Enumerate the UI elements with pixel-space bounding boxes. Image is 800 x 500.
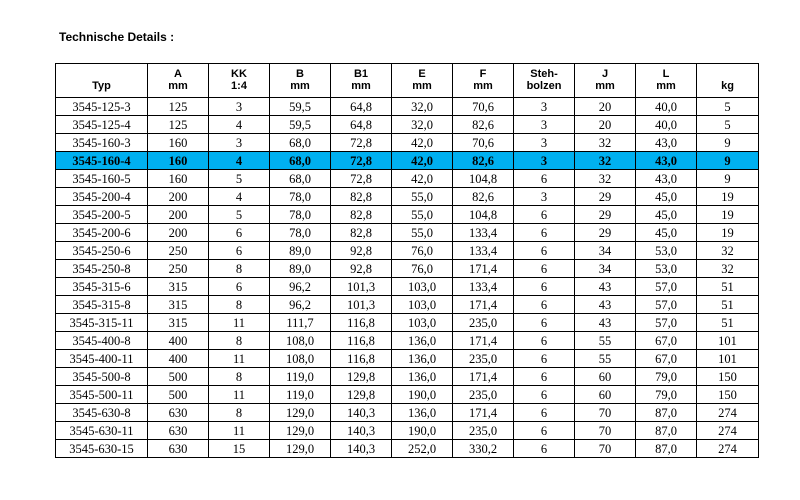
cell-f: 235,0 [453, 314, 514, 332]
cell-f: 70,6 [453, 134, 514, 152]
cell-b: 129,0 [270, 422, 331, 440]
cell-j: 43 [575, 296, 636, 314]
cell-kk: 4 [209, 116, 270, 134]
cell-b1: 64,8 [331, 116, 392, 134]
cell-a: 125 [148, 98, 209, 116]
cell-e: 55,0 [392, 224, 453, 242]
cell-l: 43,0 [636, 134, 697, 152]
cell-stehbolzen: 3 [514, 152, 575, 170]
cell-typ: 3545-630-11 [56, 422, 148, 440]
cell-e: 136,0 [392, 332, 453, 350]
cell-l: 79,0 [636, 368, 697, 386]
cell-a: 125 [148, 116, 209, 134]
cell-typ: 3545-630-8 [56, 404, 148, 422]
cell-kg: 32 [697, 260, 759, 278]
cell-j: 29 [575, 188, 636, 206]
cell-l: 87,0 [636, 422, 697, 440]
cell-kk: 8 [209, 260, 270, 278]
cell-a: 160 [148, 170, 209, 188]
header-a-top: A [148, 64, 209, 81]
cell-stehbolzen: 6 [514, 278, 575, 296]
cell-j: 60 [575, 368, 636, 386]
cell-typ: 3545-315-8 [56, 296, 148, 314]
cell-typ: 3545-250-8 [56, 260, 148, 278]
cell-typ: 3545-500-11 [56, 386, 148, 404]
cell-kk: 11 [209, 314, 270, 332]
header-row-top [56, 64, 759, 81]
cell-typ: 3545-200-4 [56, 188, 148, 206]
cell-l: 87,0 [636, 440, 697, 458]
cell-b1: 92,8 [331, 242, 392, 260]
cell-kg: 9 [697, 152, 759, 170]
header-kk-bottom: 1:4 [209, 80, 270, 98]
cell-kk: 11 [209, 350, 270, 368]
table-row [56, 386, 759, 404]
cell-a: 500 [148, 368, 209, 386]
table-row [56, 98, 759, 116]
cell-b: 108,0 [270, 332, 331, 350]
table-row [56, 188, 759, 206]
header-l-bottom: mm [636, 80, 697, 98]
cell-j: 43 [575, 314, 636, 332]
cell-a: 200 [148, 206, 209, 224]
cell-kg: 274 [697, 422, 759, 440]
cell-stehbolzen: 3 [514, 116, 575, 134]
cell-kg: 19 [697, 206, 759, 224]
cell-kk: 3 [209, 134, 270, 152]
table-row [56, 224, 759, 242]
cell-stehbolzen: 6 [514, 422, 575, 440]
cell-b: 119,0 [270, 386, 331, 404]
cell-kk: 11 [209, 422, 270, 440]
cell-stehbolzen: 6 [514, 170, 575, 188]
cell-b1: 140,3 [331, 440, 392, 458]
header-b-top: B [270, 64, 331, 81]
cell-kk: 3 [209, 98, 270, 116]
cell-j: 34 [575, 242, 636, 260]
cell-b: 78,0 [270, 206, 331, 224]
cell-e: 103,0 [392, 278, 453, 296]
header-j-top: J [575, 64, 636, 81]
cell-e: 76,0 [392, 242, 453, 260]
cell-kg: 101 [697, 332, 759, 350]
cell-f: 235,0 [453, 422, 514, 440]
cell-a: 315 [148, 278, 209, 296]
cell-kk: 4 [209, 188, 270, 206]
cell-l: 57,0 [636, 314, 697, 332]
cell-j: 60 [575, 386, 636, 404]
cell-l: 67,0 [636, 350, 697, 368]
cell-stehbolzen: 6 [514, 440, 575, 458]
cell-b: 68,0 [270, 170, 331, 188]
header-row-bottom [56, 80, 759, 98]
cell-l: 43,0 [636, 152, 697, 170]
cell-l: 40,0 [636, 98, 697, 116]
cell-b: 68,0 [270, 134, 331, 152]
cell-kk: 11 [209, 386, 270, 404]
cell-typ: 3545-160-3 [56, 134, 148, 152]
header-kg-top [697, 64, 759, 81]
cell-kk: 8 [209, 404, 270, 422]
cell-typ: 3545-200-5 [56, 206, 148, 224]
cell-f: 133,4 [453, 278, 514, 296]
cell-l: 53,0 [636, 242, 697, 260]
header-f-bottom: mm [453, 80, 514, 98]
cell-kk: 8 [209, 296, 270, 314]
table-row [56, 314, 759, 332]
cell-b: 129,0 [270, 404, 331, 422]
table-header [56, 64, 759, 98]
cell-a: 200 [148, 224, 209, 242]
cell-b: 96,2 [270, 278, 331, 296]
cell-a: 630 [148, 440, 209, 458]
cell-b1: 140,3 [331, 404, 392, 422]
cell-j: 70 [575, 440, 636, 458]
cell-f: 70,6 [453, 98, 514, 116]
cell-e: 32,0 [392, 116, 453, 134]
cell-b: 129,0 [270, 440, 331, 458]
header-stehbolzen-bottom: bolzen [514, 80, 575, 98]
cell-a: 250 [148, 242, 209, 260]
cell-b: 111,7 [270, 314, 331, 332]
cell-b: 59,5 [270, 98, 331, 116]
cell-kg: 5 [697, 116, 759, 134]
cell-l: 45,0 [636, 224, 697, 242]
cell-f: 82,6 [453, 188, 514, 206]
cell-kg: 9 [697, 134, 759, 152]
cell-kg: 274 [697, 404, 759, 422]
cell-stehbolzen: 3 [514, 134, 575, 152]
cell-f: 104,8 [453, 206, 514, 224]
cell-b1: 101,3 [331, 278, 392, 296]
cell-f: 171,4 [453, 296, 514, 314]
cell-kk: 6 [209, 242, 270, 260]
header-stehbolzen-top: Steh- [514, 64, 575, 81]
cell-b1: 82,8 [331, 188, 392, 206]
header-b-bottom: mm [270, 80, 331, 98]
cell-l: 57,0 [636, 296, 697, 314]
cell-j: 34 [575, 260, 636, 278]
cell-b1: 64,8 [331, 98, 392, 116]
cell-typ: 3545-250-6 [56, 242, 148, 260]
cell-kg: 19 [697, 188, 759, 206]
cell-e: 136,0 [392, 404, 453, 422]
table-body [56, 98, 759, 458]
cell-e: 190,0 [392, 422, 453, 440]
cell-kk: 15 [209, 440, 270, 458]
cell-kg: 150 [697, 368, 759, 386]
cell-b1: 82,8 [331, 206, 392, 224]
cell-e: 32,0 [392, 98, 453, 116]
cell-kk: 6 [209, 224, 270, 242]
cell-e: 136,0 [392, 368, 453, 386]
cell-kk: 8 [209, 368, 270, 386]
header-kk-top: KK [209, 64, 270, 81]
cell-b1: 129,8 [331, 386, 392, 404]
cell-f: 171,4 [453, 368, 514, 386]
cell-j: 32 [575, 134, 636, 152]
cell-kg: 274 [697, 440, 759, 458]
cell-l: 87,0 [636, 404, 697, 422]
cell-stehbolzen: 6 [514, 206, 575, 224]
cell-typ: 3545-200-6 [56, 224, 148, 242]
cell-kk: 6 [209, 278, 270, 296]
section-title: Technische Details : [59, 30, 175, 44]
cell-typ: 3545-160-4 [56, 152, 148, 170]
header-kg-bottom: kg [697, 80, 759, 98]
table-row [56, 296, 759, 314]
table-row [56, 206, 759, 224]
cell-a: 315 [148, 296, 209, 314]
cell-typ: 3545-315-6 [56, 278, 148, 296]
cell-a: 630 [148, 404, 209, 422]
cell-e: 55,0 [392, 188, 453, 206]
cell-f: 82,6 [453, 116, 514, 134]
cell-stehbolzen: 3 [514, 98, 575, 116]
table-row [56, 350, 759, 368]
cell-a: 200 [148, 188, 209, 206]
cell-typ: 3545-315-11 [56, 314, 148, 332]
cell-kk: 5 [209, 170, 270, 188]
cell-a: 500 [148, 386, 209, 404]
cell-kg: 19 [697, 224, 759, 242]
cell-f: 133,4 [453, 224, 514, 242]
cell-e: 252,0 [392, 440, 453, 458]
cell-j: 70 [575, 422, 636, 440]
cell-b1: 116,8 [331, 332, 392, 350]
cell-b: 89,0 [270, 242, 331, 260]
cell-b: 78,0 [270, 188, 331, 206]
cell-f: 104,8 [453, 170, 514, 188]
cell-b1: 82,8 [331, 224, 392, 242]
cell-b: 119,0 [270, 368, 331, 386]
header-l-top: L [636, 64, 697, 81]
cell-e: 42,0 [392, 134, 453, 152]
cell-l: 67,0 [636, 332, 697, 350]
cell-e: 42,0 [392, 152, 453, 170]
cell-e: 55,0 [392, 206, 453, 224]
cell-b: 89,0 [270, 260, 331, 278]
cell-kg: 51 [697, 278, 759, 296]
cell-b: 108,0 [270, 350, 331, 368]
header-typ-top [56, 64, 148, 81]
cell-stehbolzen: 6 [514, 350, 575, 368]
cell-kg: 150 [697, 386, 759, 404]
cell-e: 136,0 [392, 350, 453, 368]
cell-e: 103,0 [392, 314, 453, 332]
cell-kg: 9 [697, 170, 759, 188]
cell-stehbolzen: 6 [514, 224, 575, 242]
cell-b1: 101,3 [331, 296, 392, 314]
table-row [56, 134, 759, 152]
cell-a: 250 [148, 260, 209, 278]
cell-b1: 140,3 [331, 422, 392, 440]
cell-l: 79,0 [636, 386, 697, 404]
cell-b1: 129,8 [331, 368, 392, 386]
cell-f: 171,4 [453, 404, 514, 422]
cell-typ: 3545-125-3 [56, 98, 148, 116]
cell-f: 82,6 [453, 152, 514, 170]
cell-j: 32 [575, 170, 636, 188]
header-typ-bottom: Typ [56, 80, 148, 98]
cell-kk: 5 [209, 206, 270, 224]
cell-typ: 3545-400-11 [56, 350, 148, 368]
cell-stehbolzen: 3 [514, 188, 575, 206]
cell-j: 20 [575, 116, 636, 134]
cell-kg: 51 [697, 314, 759, 332]
header-e-top: E [392, 64, 453, 81]
cell-e: 42,0 [392, 170, 453, 188]
cell-j: 70 [575, 404, 636, 422]
table-row [56, 278, 759, 296]
cell-j: 55 [575, 350, 636, 368]
table-row [56, 440, 759, 458]
cell-l: 43,0 [636, 170, 697, 188]
specs-table [55, 63, 759, 458]
cell-f: 235,0 [453, 386, 514, 404]
header-b1-top: B1 [331, 64, 392, 81]
cell-j: 29 [575, 224, 636, 242]
cell-a: 315 [148, 314, 209, 332]
cell-b: 96,2 [270, 296, 331, 314]
cell-l: 57,0 [636, 278, 697, 296]
cell-b: 59,5 [270, 116, 331, 134]
cell-b1: 116,8 [331, 350, 392, 368]
cell-typ: 3545-125-4 [56, 116, 148, 134]
cell-b1: 92,8 [331, 260, 392, 278]
cell-typ: 3545-630-15 [56, 440, 148, 458]
cell-stehbolzen: 6 [514, 260, 575, 278]
cell-j: 32 [575, 152, 636, 170]
cell-stehbolzen: 6 [514, 368, 575, 386]
header-f-top: F [453, 64, 514, 81]
header-j-bottom: mm [575, 80, 636, 98]
cell-typ: 3545-500-8 [56, 368, 148, 386]
cell-j: 43 [575, 278, 636, 296]
cell-f: 171,4 [453, 260, 514, 278]
cell-a: 400 [148, 332, 209, 350]
cell-f: 330,2 [453, 440, 514, 458]
cell-a: 630 [148, 422, 209, 440]
cell-l: 53,0 [636, 260, 697, 278]
cell-a: 160 [148, 134, 209, 152]
cell-l: 40,0 [636, 116, 697, 134]
cell-b: 68,0 [270, 152, 331, 170]
cell-j: 20 [575, 98, 636, 116]
table-row [56, 170, 759, 188]
table-row [56, 242, 759, 260]
table-row [56, 116, 759, 134]
cell-stehbolzen: 6 [514, 404, 575, 422]
cell-a: 400 [148, 350, 209, 368]
cell-kg: 101 [697, 350, 759, 368]
cell-f: 235,0 [453, 350, 514, 368]
cell-kk: 4 [209, 152, 270, 170]
cell-l: 45,0 [636, 188, 697, 206]
cell-f: 133,4 [453, 242, 514, 260]
cell-kk: 8 [209, 332, 270, 350]
cell-e: 76,0 [392, 260, 453, 278]
cell-j: 29 [575, 206, 636, 224]
cell-f: 171,4 [453, 332, 514, 350]
table-row [56, 404, 759, 422]
cell-stehbolzen: 6 [514, 386, 575, 404]
cell-kg: 32 [697, 242, 759, 260]
cell-stehbolzen: 6 [514, 332, 575, 350]
cell-b1: 72,8 [331, 134, 392, 152]
table-row [56, 368, 759, 386]
cell-b: 78,0 [270, 224, 331, 242]
cell-l: 45,0 [636, 206, 697, 224]
cell-typ: 3545-160-5 [56, 170, 148, 188]
cell-b1: 72,8 [331, 170, 392, 188]
table-row [56, 332, 759, 350]
header-b1-bottom: mm [331, 80, 392, 98]
table-row [56, 422, 759, 440]
cell-typ: 3545-400-8 [56, 332, 148, 350]
cell-e: 190,0 [392, 386, 453, 404]
cell-kg: 5 [697, 98, 759, 116]
cell-kg: 51 [697, 296, 759, 314]
cell-stehbolzen: 6 [514, 242, 575, 260]
cell-stehbolzen: 6 [514, 296, 575, 314]
table-row-highlighted [56, 152, 759, 170]
table-row [56, 260, 759, 278]
cell-j: 55 [575, 332, 636, 350]
cell-stehbolzen: 6 [514, 314, 575, 332]
cell-a: 160 [148, 152, 209, 170]
header-a-bottom: mm [148, 80, 209, 98]
cell-b1: 72,8 [331, 152, 392, 170]
header-e-bottom: mm [392, 80, 453, 98]
cell-e: 103,0 [392, 296, 453, 314]
cell-b1: 116,8 [331, 314, 392, 332]
